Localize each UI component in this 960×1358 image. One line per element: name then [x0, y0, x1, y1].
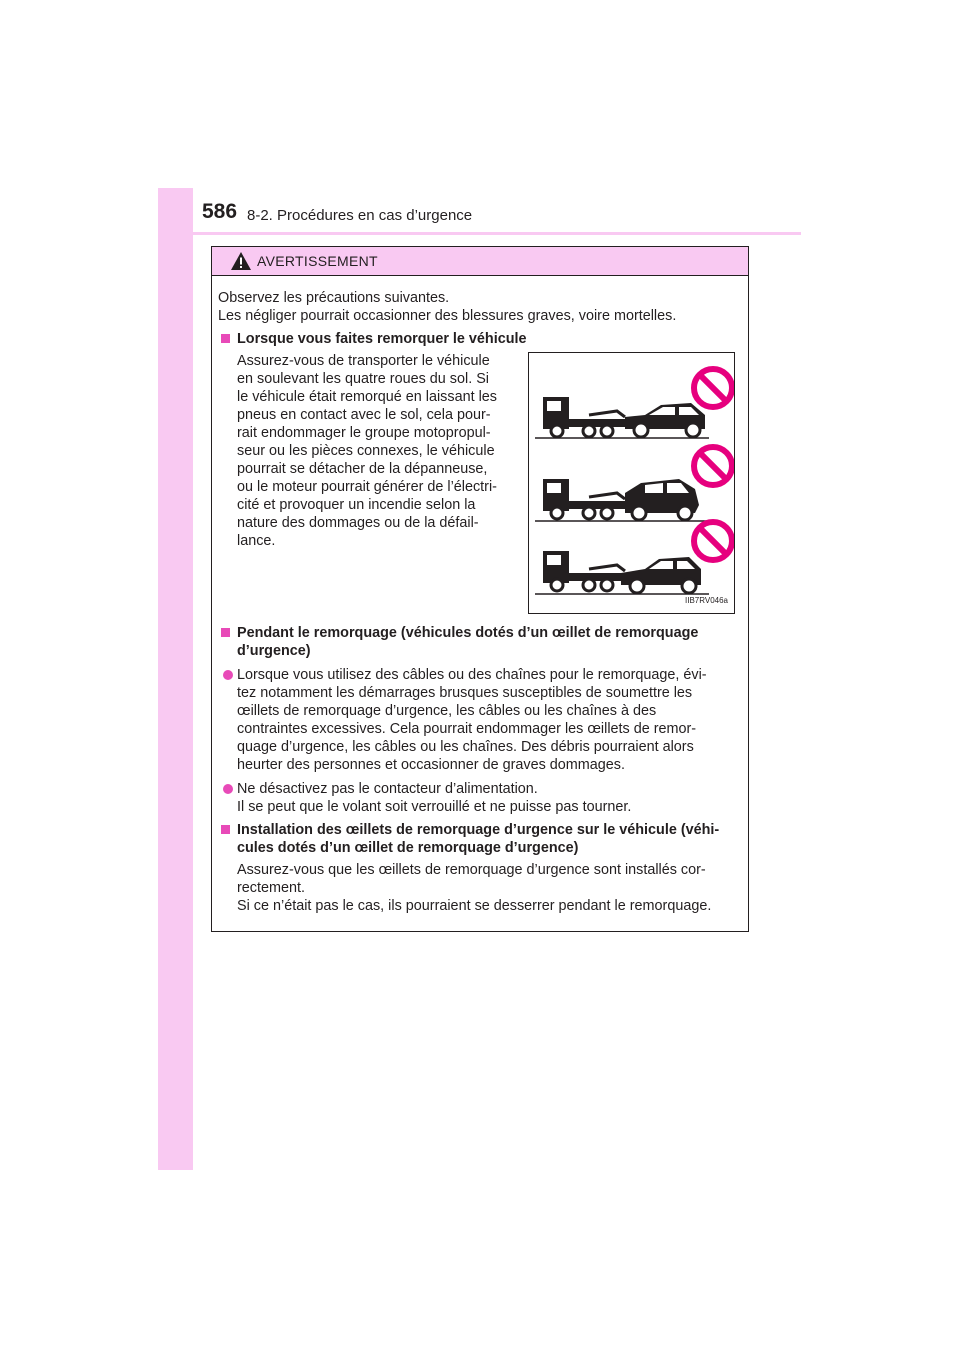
warning-triangle-icon [230, 251, 252, 271]
warning-title: AVERTISSEMENT [257, 253, 378, 269]
figure-code: IIB7RV046a [685, 596, 728, 605]
warning-header [212, 247, 748, 276]
intro-line: Les négliger pourrait occasionner des blessures graves, voire mortelles. [218, 308, 677, 324]
intro-line: Observez les précautions suivantes. [218, 290, 450, 306]
towing-section [218, 352, 741, 614]
square-bullet-icon [221, 825, 230, 834]
bullet-item: Lorsque vous utilisez des câbles ou des chaînes pour le remorquage, évi- tez notamment les démarrages brusques susceptibles de soumettre les œillets de remorquage d’urgence, les câbles ou les chaînes à des contraintes excessives. Cela pourrait endommager les œillets de remor- quage d’urgence, les câbles ou les chaînes. Des débris pourraient alors heurter des personnes et occasionner de graves dommages. [218, 666, 741, 774]
towed-car-illustration [625, 479, 699, 520]
round-bullet-icon [223, 670, 233, 680]
towed-car-illustration [621, 557, 701, 593]
page-sidebar-tab [158, 188, 193, 1170]
warning-box [211, 246, 749, 932]
towing-paragraph: Assurez-vous de transporter le véhicule en soulevant les quatre roues du sol. Si le véhicule était remorqué en laissant les pneus en contact avec le sol, cela pour- rait endommager le groupe motopropul- seur ou les pièces connexes, le véhicule pourrait se détacher de la dépanneuse, ou le moteur pourrait générer de l’électri- cité et provoquer un incendie selon la nature des dommages ou de la défail- lance. [237, 353, 497, 549]
section-title: 8-2. Procédures en cas d’urgence [247, 207, 473, 224]
heading-towing: Lorsque vous faites remorquer le véhicule [218, 330, 741, 348]
warning-content [212, 276, 748, 915]
square-bullet-icon [221, 334, 230, 343]
header-divider [158, 232, 801, 235]
heading-eyelet-installation: Installation des œillets de remorquage d’urgence sur le véhicule (véhi- cules dotés d’un œillet de remorquage d’urgence) [218, 821, 741, 857]
towed-car-illustration [625, 403, 705, 437]
prohibition-icon [694, 447, 732, 485]
prohibition-icon [694, 369, 732, 407]
bullet-item: Ne désactivez pas le contacteur d’alimentation. Il se peut que le volant soit verrouillé et ne puisse pas tourner. [218, 780, 741, 816]
heading-during-towing: Pendant le remorquage (véhicules dotés d’un œillet de remorquage d’urgence) [218, 624, 741, 660]
page-number: 586 [202, 200, 238, 223]
prohibition-icon [694, 522, 732, 560]
round-bullet-icon [223, 784, 233, 794]
eyelet-paragraph: Assurez-vous que les œillets de remorquage d’urgence sont installés cor- rectement. Si ce n’était pas le cas, ils pourraient se desserrer pendant le remorquage. [237, 862, 712, 914]
towing-illustration [528, 352, 735, 614]
square-bullet-icon [221, 628, 230, 637]
